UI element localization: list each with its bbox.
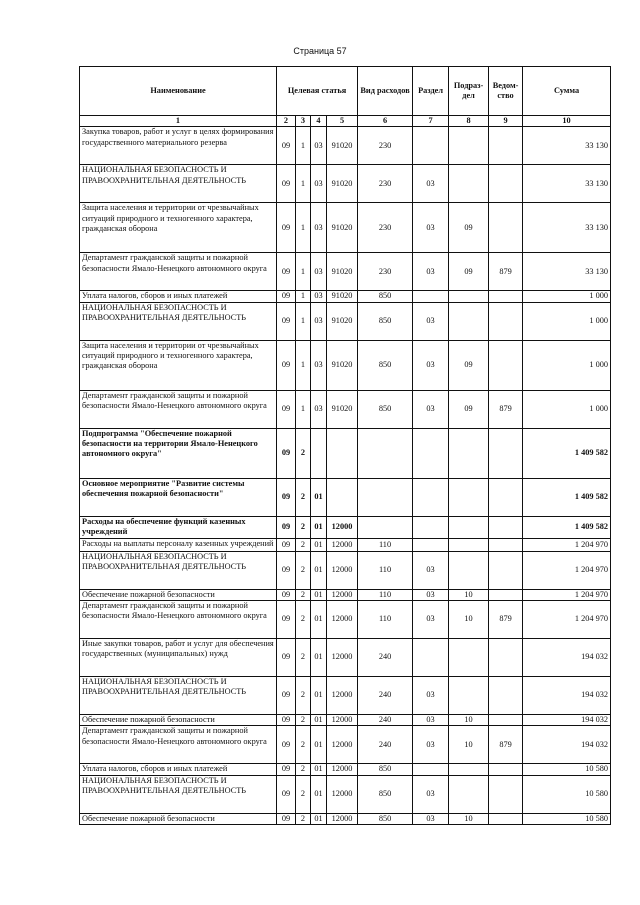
expense-type: 110: [358, 538, 413, 551]
row-name: Иные закупки товаров, работ и услуг для обеспечения государственных (муниципальных) нужд: [80, 639, 277, 677]
row-sum: 10 580: [523, 775, 611, 813]
subsection-code: [449, 165, 489, 203]
section-code: 03: [413, 203, 449, 253]
subsection-code: [449, 677, 489, 715]
target-code-3: 2: [296, 601, 311, 639]
target-code-5: 12000: [327, 589, 358, 600]
target-code-2: 09: [277, 390, 296, 428]
subsection-code: 10: [449, 726, 489, 764]
target-code-2: 09: [277, 253, 296, 291]
section-code: [413, 291, 449, 302]
header-subsection: Подраз-дел: [449, 67, 489, 116]
department-code: [489, 639, 523, 677]
section-code: 03: [413, 677, 449, 715]
expense-type: 230: [358, 165, 413, 203]
expense-type: 850: [358, 390, 413, 428]
target-code-3: 1: [296, 127, 311, 165]
target-code-2: 09: [277, 726, 296, 764]
target-code-2: 09: [277, 516, 296, 538]
target-code-4: 01: [311, 601, 327, 639]
target-code-5: 12000: [327, 775, 358, 813]
section-code: [413, 428, 449, 478]
row-sum: 33 130: [523, 165, 611, 203]
target-code-4: 01: [311, 775, 327, 813]
expense-type: 230: [358, 253, 413, 291]
header-row: [80, 67, 611, 116]
section-code: 03: [413, 390, 449, 428]
table-row: [80, 390, 611, 428]
target-code-3: 2: [296, 639, 311, 677]
department-code: [489, 302, 523, 340]
row-sum: 1 204 970: [523, 538, 611, 551]
target-code-2: 09: [277, 639, 296, 677]
header-sum: Сумма: [523, 67, 611, 116]
row-name: Расходы на обеспечение функций казенных учреждений: [80, 516, 277, 538]
column-number: 8: [449, 116, 489, 127]
row-name: НАЦИОНАЛЬНАЯ БЕЗОПАСНОСТЬ И ПРАВООХРАНИТЕЛЬНАЯ ДЕЯТЕЛЬНОСТЬ: [80, 302, 277, 340]
target-code-3: 2: [296, 764, 311, 775]
row-sum: 1 000: [523, 291, 611, 302]
expense-type: 850: [358, 775, 413, 813]
target-code-2: 09: [277, 601, 296, 639]
target-code-5: 12000: [327, 639, 358, 677]
column-number: 10: [523, 116, 611, 127]
target-code-5: 12000: [327, 538, 358, 551]
table-row: [80, 253, 611, 291]
target-code-4: 03: [311, 165, 327, 203]
target-code-4: 03: [311, 340, 327, 390]
target-code-2: 09: [277, 538, 296, 551]
target-code-3: 2: [296, 813, 311, 824]
department-code: [489, 764, 523, 775]
target-code-5: 91020: [327, 302, 358, 340]
target-code-2: 09: [277, 551, 296, 589]
row-sum: 1 204 970: [523, 551, 611, 589]
expense-type: 240: [358, 639, 413, 677]
subsection-code: 10: [449, 813, 489, 824]
table-row: [80, 813, 611, 824]
target-code-5: 12000: [327, 516, 358, 538]
expense-type: [358, 478, 413, 516]
target-code-5: [327, 428, 358, 478]
table-body: [80, 127, 611, 825]
target-code-3: 1: [296, 390, 311, 428]
target-code-2: 09: [277, 340, 296, 390]
target-code-4: 01: [311, 677, 327, 715]
header-name: Наименование: [80, 67, 277, 116]
target-code-2: 09: [277, 677, 296, 715]
table-row: [80, 639, 611, 677]
target-code-5: 12000: [327, 715, 358, 726]
table-row: [80, 764, 611, 775]
section-code: 03: [413, 302, 449, 340]
target-code-3: 1: [296, 291, 311, 302]
target-code-4: 03: [311, 291, 327, 302]
target-code-3: 1: [296, 203, 311, 253]
table-row: [80, 428, 611, 478]
target-code-2: 09: [277, 291, 296, 302]
target-code-2: 09: [277, 302, 296, 340]
target-code-4: 01: [311, 538, 327, 551]
row-sum: 1 000: [523, 302, 611, 340]
department-code: [489, 127, 523, 165]
target-code-4: 01: [311, 764, 327, 775]
department-code: [489, 551, 523, 589]
target-code-2: 09: [277, 203, 296, 253]
row-name: Обеспечение пожарной безопасности: [80, 715, 277, 726]
target-code-4: 03: [311, 203, 327, 253]
table-row: [80, 551, 611, 589]
subsection-code: [449, 127, 489, 165]
target-code-3: 2: [296, 538, 311, 551]
target-code-5: 91020: [327, 340, 358, 390]
department-code: [489, 165, 523, 203]
subsection-code: [449, 639, 489, 677]
column-number: 1: [80, 116, 277, 127]
row-sum: 1 409 582: [523, 478, 611, 516]
department-code: [489, 340, 523, 390]
column-number-row: [80, 116, 611, 127]
row-name: Департамент гражданской защиты и пожарной безопасности Ямало-Ненецкого автономного округа: [80, 601, 277, 639]
column-number: 7: [413, 116, 449, 127]
target-code-2: 09: [277, 165, 296, 203]
target-code-5: 12000: [327, 764, 358, 775]
expense-type: [358, 428, 413, 478]
target-code-3: 2: [296, 551, 311, 589]
table-row: [80, 715, 611, 726]
subsection-code: [449, 428, 489, 478]
table-row: [80, 589, 611, 600]
target-code-5: [327, 478, 358, 516]
target-code-3: 2: [296, 428, 311, 478]
target-code-5: 91020: [327, 253, 358, 291]
target-code-5: 91020: [327, 127, 358, 165]
expense-type: 850: [358, 291, 413, 302]
row-name: НАЦИОНАЛЬНАЯ БЕЗОПАСНОСТЬ И ПРАВООХРАНИТЕЛЬНАЯ ДЕЯТЕЛЬНОСТЬ: [80, 775, 277, 813]
row-name: Закупка товаров, работ и услуг в целях формирования государственного материального резерва: [80, 127, 277, 165]
target-code-4: 01: [311, 551, 327, 589]
header-expense-type: Вид расходов: [358, 67, 413, 116]
expense-type: 850: [358, 302, 413, 340]
row-sum: 1 000: [523, 390, 611, 428]
row-sum: 1 204 970: [523, 601, 611, 639]
row-name: Расходы на выплаты персоналу казенных учреждений: [80, 538, 277, 551]
target-code-4: 01: [311, 516, 327, 538]
row-name: Департамент гражданской защиты и пожарной безопасности Ямало-Ненецкого автономного округа: [80, 726, 277, 764]
section-code: [413, 516, 449, 538]
target-code-4: 01: [311, 589, 327, 600]
subsection-code: [449, 764, 489, 775]
expense-type: 850: [358, 764, 413, 775]
row-sum: 10 580: [523, 813, 611, 824]
row-name: Уплата налогов, сборов и иных платежей: [80, 291, 277, 302]
column-number: 5: [327, 116, 358, 127]
row-name: НАЦИОНАЛЬНАЯ БЕЗОПАСНОСТЬ И ПРАВООХРАНИТЕЛЬНАЯ ДЕЯТЕЛЬНОСТЬ: [80, 551, 277, 589]
row-name: Обеспечение пожарной безопасности: [80, 589, 277, 600]
section-code: 03: [413, 601, 449, 639]
subsection-code: 09: [449, 253, 489, 291]
column-number: 9: [489, 116, 523, 127]
target-code-5: 91020: [327, 165, 358, 203]
target-code-4: 03: [311, 127, 327, 165]
header-target-article: Целевая статья: [277, 67, 358, 116]
target-code-4: 01: [311, 813, 327, 824]
target-code-3: 2: [296, 775, 311, 813]
section-code: 03: [413, 775, 449, 813]
row-sum: 10 580: [523, 764, 611, 775]
column-number: 2: [277, 116, 296, 127]
row-sum: 1 409 582: [523, 428, 611, 478]
department-code: [489, 589, 523, 600]
expense-type: 110: [358, 601, 413, 639]
table-row: [80, 726, 611, 764]
row-sum: 33 130: [523, 253, 611, 291]
expense-type: 850: [358, 340, 413, 390]
target-code-2: 09: [277, 428, 296, 478]
subsection-code: [449, 551, 489, 589]
subsection-code: [449, 291, 489, 302]
section-code: 03: [413, 165, 449, 203]
table-row: [80, 302, 611, 340]
subsection-code: 09: [449, 203, 489, 253]
subsection-code: 10: [449, 589, 489, 600]
target-code-4: 01: [311, 639, 327, 677]
row-sum: 33 130: [523, 203, 611, 253]
target-code-2: 09: [277, 715, 296, 726]
target-code-2: 09: [277, 764, 296, 775]
table-row: [80, 291, 611, 302]
table-row: [80, 127, 611, 165]
expense-type: 240: [358, 677, 413, 715]
target-code-3: 1: [296, 253, 311, 291]
row-sum: 1 409 582: [523, 516, 611, 538]
column-number: 3: [296, 116, 311, 127]
target-code-4: 01: [311, 715, 327, 726]
table-row: [80, 538, 611, 551]
table-row: [80, 775, 611, 813]
target-code-3: 2: [296, 715, 311, 726]
section-code: [413, 639, 449, 677]
subsection-code: [449, 302, 489, 340]
department-code: 879: [489, 390, 523, 428]
department-code: 879: [489, 726, 523, 764]
department-code: 879: [489, 253, 523, 291]
table-row: [80, 165, 611, 203]
row-name: Защита населения и территории от чрезвычайных ситуаций природного и техногенного характера, гражданская оборона: [80, 203, 277, 253]
row-sum: 1 204 970: [523, 589, 611, 600]
page-title: Страница 57: [293, 46, 347, 56]
department-code: [489, 538, 523, 551]
column-number: 6: [358, 116, 413, 127]
target-code-3: 2: [296, 726, 311, 764]
table-row: [80, 516, 611, 538]
department-code: [489, 203, 523, 253]
table-row: [80, 478, 611, 516]
expense-type: 110: [358, 589, 413, 600]
target-code-4: 03: [311, 390, 327, 428]
target-code-5: 12000: [327, 677, 358, 715]
target-code-4: [311, 428, 327, 478]
section-code: 03: [413, 726, 449, 764]
target-code-4: 01: [311, 726, 327, 764]
target-code-3: 2: [296, 589, 311, 600]
section-code: [413, 127, 449, 165]
target-code-3: 2: [296, 516, 311, 538]
department-code: [489, 516, 523, 538]
section-code: [413, 764, 449, 775]
section-code: 03: [413, 253, 449, 291]
department-code: [489, 291, 523, 302]
target-code-3: 1: [296, 302, 311, 340]
target-code-5: 91020: [327, 203, 358, 253]
budget-table: [79, 66, 611, 825]
subsection-code: 10: [449, 715, 489, 726]
row-sum: 194 032: [523, 715, 611, 726]
department-code: [489, 677, 523, 715]
target-code-5: 12000: [327, 813, 358, 824]
row-name: Департамент гражданской защиты и пожарной безопасности Ямало-Ненецкого автономного округа: [80, 390, 277, 428]
department-code: [489, 428, 523, 478]
department-code: [489, 813, 523, 824]
subsection-code: 10: [449, 601, 489, 639]
target-code-2: 09: [277, 813, 296, 824]
subsection-code: [449, 516, 489, 538]
section-code: [413, 538, 449, 551]
subsection-code: [449, 538, 489, 551]
row-name: Подпрограмма "Обеспечение пожарной безопасности на территории Ямало-Ненецкого автономного округа": [80, 428, 277, 478]
expense-type: 240: [358, 715, 413, 726]
department-code: 879: [489, 601, 523, 639]
row-name: Основное мероприятие "Развитие системы обеспечения пожарной безопасности": [80, 478, 277, 516]
target-code-5: 12000: [327, 551, 358, 589]
target-code-3: 2: [296, 677, 311, 715]
section-code: 03: [413, 813, 449, 824]
section-code: 03: [413, 340, 449, 390]
row-sum: 1 000: [523, 340, 611, 390]
column-number: 4: [311, 116, 327, 127]
row-name: Уплата налогов, сборов и иных платежей: [80, 764, 277, 775]
row-name: Защита населения и территории от чрезвычайных ситуаций природного и техногенного характера, гражданская оборона: [80, 340, 277, 390]
table-row: [80, 340, 611, 390]
expense-type: 110: [358, 551, 413, 589]
target-code-5: 12000: [327, 601, 358, 639]
target-code-4: 01: [311, 478, 327, 516]
section-code: 03: [413, 589, 449, 600]
target-code-2: 09: [277, 775, 296, 813]
subsection-code: [449, 775, 489, 813]
target-code-2: 09: [277, 127, 296, 165]
section-code: [413, 478, 449, 516]
expense-type: [358, 516, 413, 538]
row-name: НАЦИОНАЛЬНАЯ БЕЗОПАСНОСТЬ И ПРАВООХРАНИТЕЛЬНАЯ ДЕЯТЕЛЬНОСТЬ: [80, 165, 277, 203]
expense-type: 850: [358, 813, 413, 824]
header-department: Ведом-ство: [489, 67, 523, 116]
target-code-2: 09: [277, 589, 296, 600]
department-code: [489, 775, 523, 813]
subsection-code: 09: [449, 390, 489, 428]
section-code: 03: [413, 551, 449, 589]
target-code-5: 12000: [327, 726, 358, 764]
department-code: [489, 715, 523, 726]
table-row: [80, 677, 611, 715]
table-row: [80, 601, 611, 639]
subsection-code: 09: [449, 340, 489, 390]
target-code-2: 09: [277, 478, 296, 516]
row-name: Департамент гражданской защиты и пожарной безопасности Ямало-Ненецкого автономного округа: [80, 253, 277, 291]
target-code-4: 03: [311, 302, 327, 340]
expense-type: 240: [358, 726, 413, 764]
expense-type: 230: [358, 127, 413, 165]
target-code-4: 03: [311, 253, 327, 291]
subsection-code: [449, 478, 489, 516]
target-code-5: 91020: [327, 390, 358, 428]
expense-type: 230: [358, 203, 413, 253]
table-row: [80, 203, 611, 253]
target-code-3: 1: [296, 165, 311, 203]
department-code: [489, 478, 523, 516]
section-code: 03: [413, 715, 449, 726]
row-name: НАЦИОНАЛЬНАЯ БЕЗОПАСНОСТЬ И ПРАВООХРАНИТЕЛЬНАЯ ДЕЯТЕЛЬНОСТЬ: [80, 677, 277, 715]
target-code-3: 2: [296, 478, 311, 516]
header-section: Раздел: [413, 67, 449, 116]
row-sum: 194 032: [523, 726, 611, 764]
target-code-5: 91020: [327, 291, 358, 302]
target-code-3: 1: [296, 340, 311, 390]
row-name: Обеспечение пожарной безопасности: [80, 813, 277, 824]
row-sum: 33 130: [523, 127, 611, 165]
row-sum: 194 032: [523, 639, 611, 677]
row-sum: 194 032: [523, 677, 611, 715]
